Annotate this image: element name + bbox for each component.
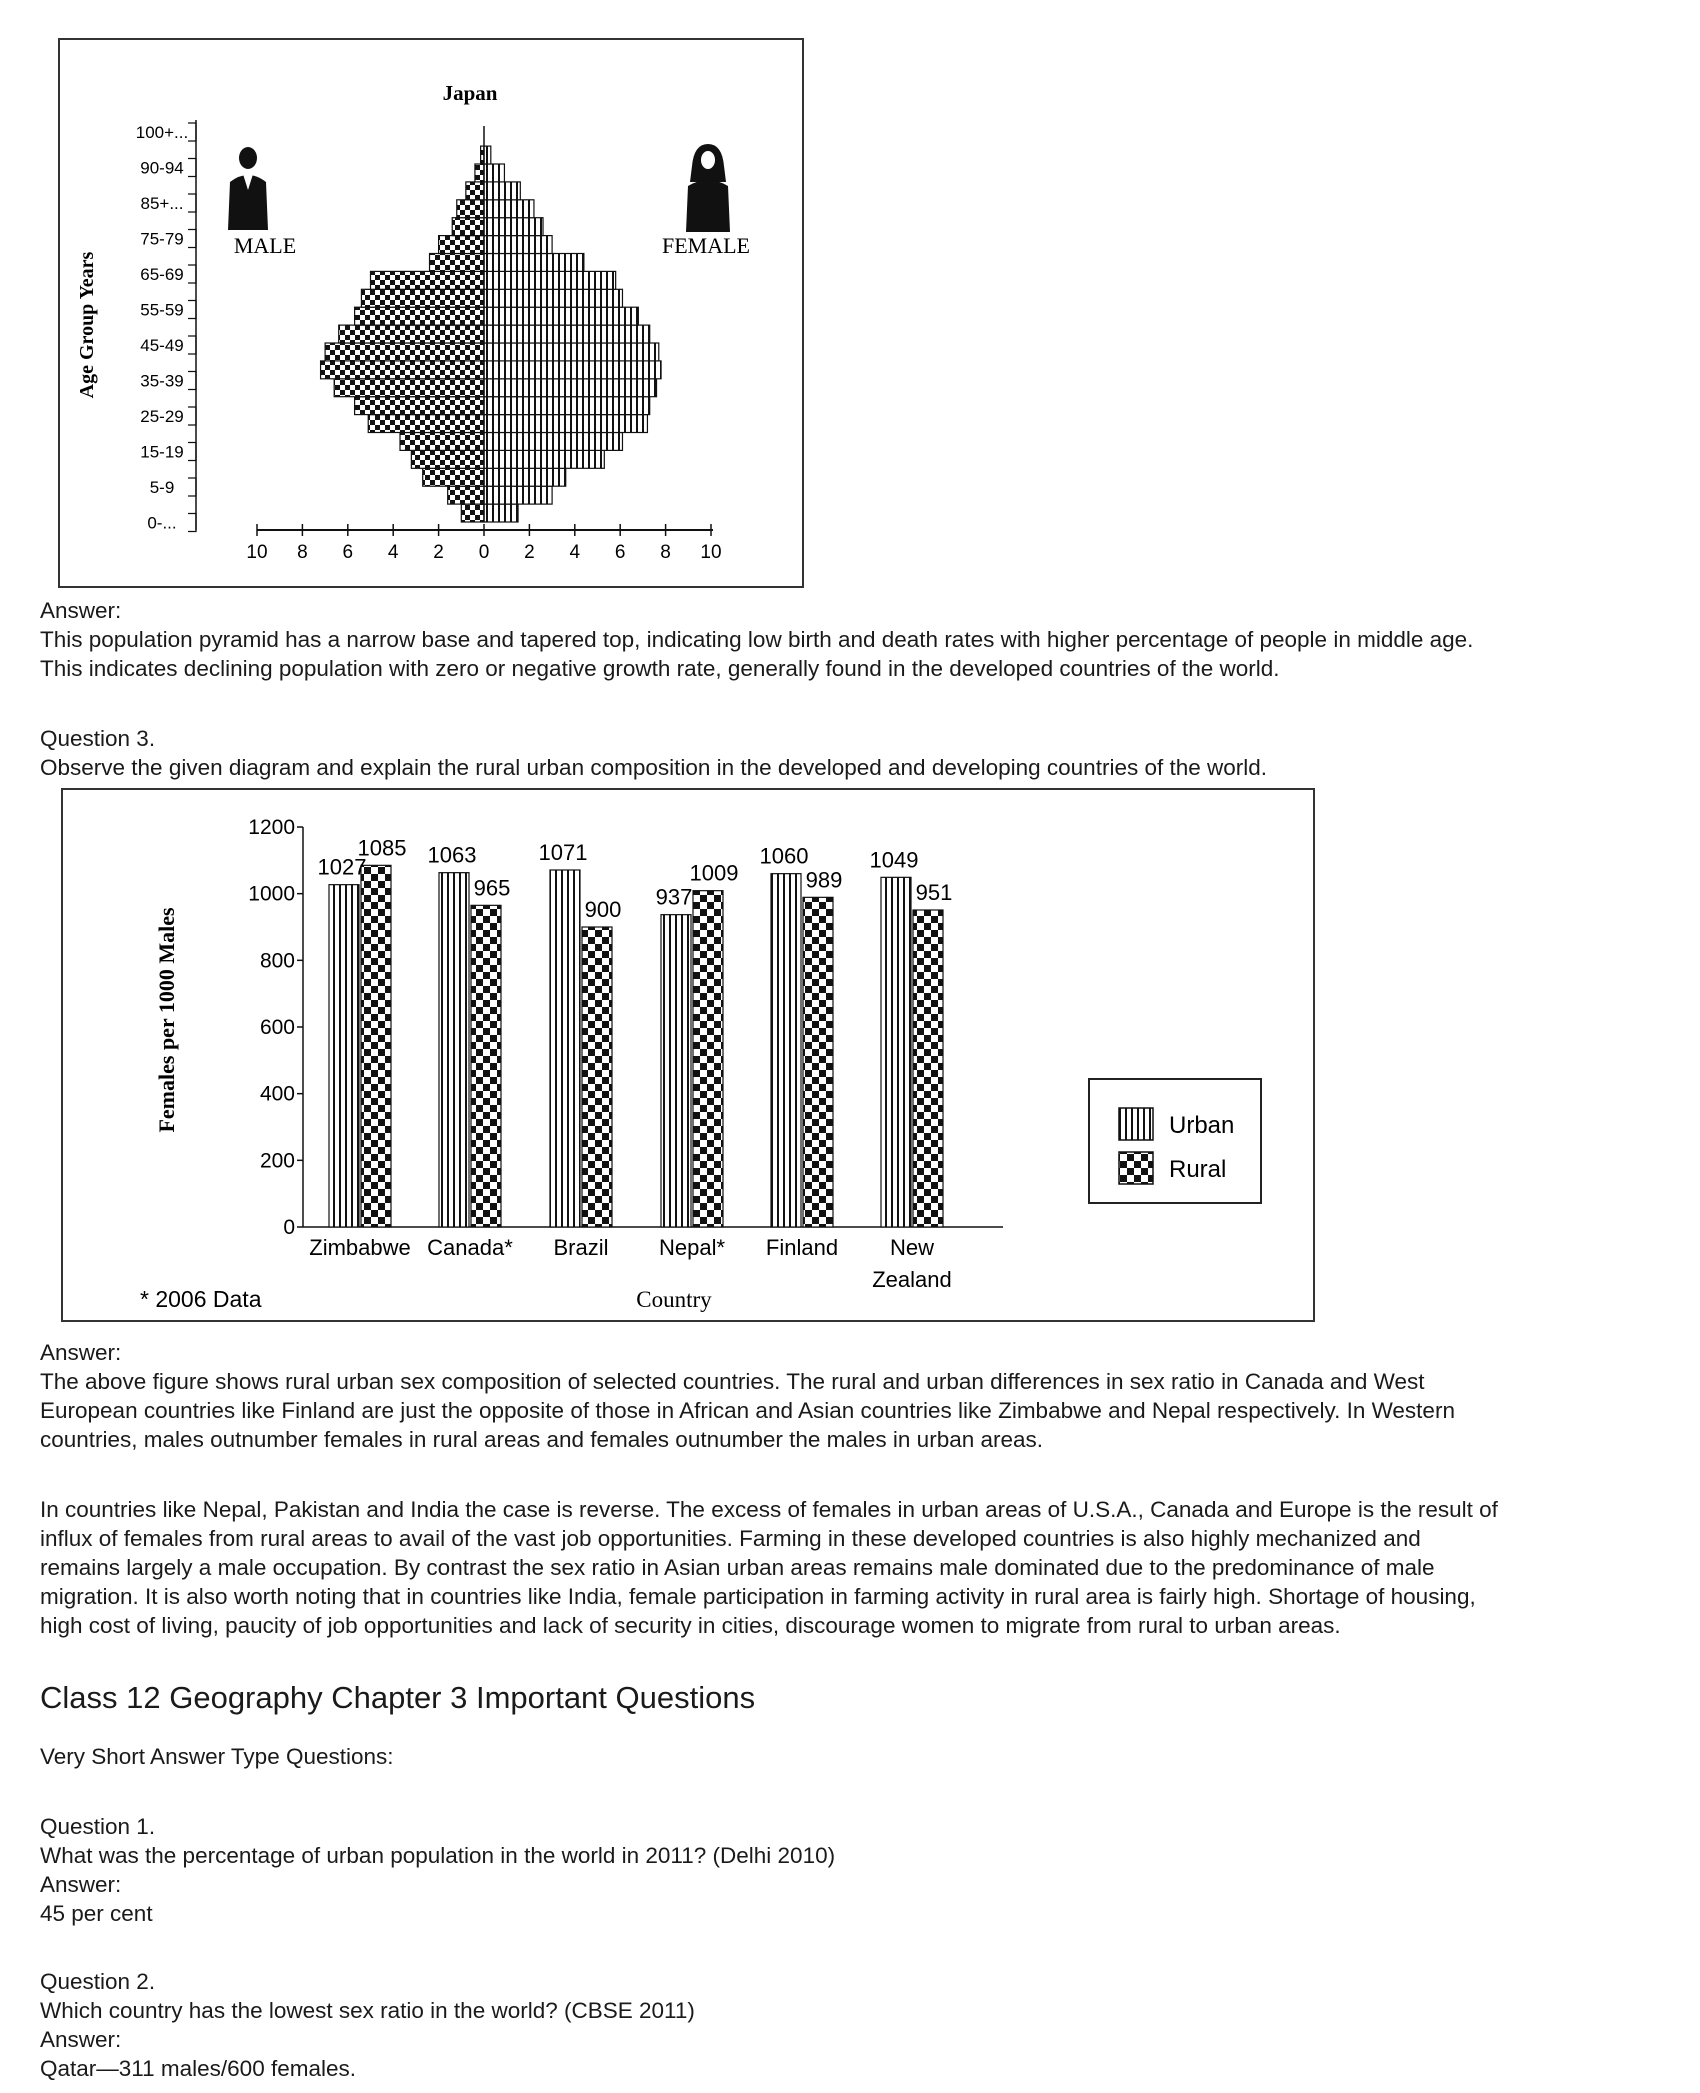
bar-y-tick-label: 400 (259, 1082, 295, 1106)
answer-2-block (40, 1338, 1665, 1454)
pyramid-age-bracket (188, 407, 196, 425)
pyramid-male-bar (430, 254, 484, 272)
qa-1-question-text: What was the percentage of urban population in the world in 2011? (Delhi 2010) (40, 1843, 836, 1868)
pyramid-female-bar (484, 254, 584, 272)
population-pyramid-figure (58, 38, 804, 588)
bar-footnote: * 2006 Data (140, 1286, 262, 1312)
pyramid-age-label: 45-49 (140, 336, 184, 355)
pyramid-x-tick-label: 4 (569, 542, 581, 563)
pyramid-x-tick-label: 2 (433, 542, 444, 563)
pyramid-female-bar (484, 146, 491, 164)
male-label: MALE (233, 233, 297, 258)
pyramid-male-bar (321, 361, 484, 379)
pyramid-female-bar (484, 450, 604, 468)
population-pyramid-chart (60, 40, 802, 586)
bar-y-tick-label: 1200 (248, 816, 295, 839)
pyramid-female-bar (484, 397, 650, 415)
pyramid-female-bar (484, 164, 504, 182)
urban-value-label: 1063 (427, 842, 477, 868)
rural-bar (803, 897, 833, 1227)
pyramid-age-label: 85+... (140, 194, 184, 213)
sex-ratio-bar-chart (63, 790, 1313, 1320)
pyramid-title: Japan (442, 81, 498, 105)
urban-bar (661, 915, 691, 1227)
qa-2-answer-text: Qatar—311 males/600 females. (40, 2056, 356, 2081)
pyramid-x-tick-label: 10 (700, 542, 722, 563)
paragraph-3-line-5: high cost of living, paucity of job opportunities and lack of security in cities, discourage women to migrate from rural to urban areas. (40, 1613, 1341, 1638)
bar-category-label: Zimbabwe (309, 1235, 411, 1260)
urban-value-label: 1071 (538, 840, 588, 865)
pyramid-male-bar (461, 504, 484, 522)
qa-1-answer-label: Answer: (40, 1872, 122, 1897)
bar-category-label: Zealand (872, 1267, 952, 1292)
bar-category-label: Nepal* (658, 1235, 726, 1260)
legend-rural-label: Rural (1169, 1156, 1227, 1183)
pyramid-age-label: 35-39 (140, 371, 184, 391)
pyramid-male-bar (400, 433, 484, 451)
answer-1-line-2: This indicates declining population with zero or negative growth rate, generally found in the developed countries of the world. (40, 656, 1280, 681)
rural-value-label: 951 (915, 880, 953, 905)
pyramid-female-bar (484, 433, 622, 451)
pyramid-male-bar (452, 218, 484, 236)
bar-x-axis-label: Country (636, 1287, 712, 1312)
pyramid-age-label: 25-29 (140, 407, 184, 426)
paragraph-3-line-3: remains largely a male occupation. By contrast the sex ratio in Asian urban areas remains male dominated due to the predominance of male (40, 1555, 1435, 1580)
qa-1-block (40, 1812, 1665, 1928)
pyramid-male-bar (457, 200, 484, 218)
pyramid-age-label: 65-69 (140, 265, 184, 284)
pyramid-male-bar (355, 397, 484, 415)
pyramid-male-bar (439, 236, 484, 254)
pyramid-male-bar (334, 379, 484, 397)
pyramid-y-axis-label: Age Group Years (76, 251, 98, 399)
answer-1-block (40, 596, 1665, 683)
urban-value-label: 1060 (759, 843, 809, 869)
answer-1-label: Answer: (40, 598, 122, 623)
pyramid-age-bracket (188, 159, 196, 177)
bar-y-tick-label: 0 (283, 1216, 295, 1239)
rural-value-label: 1009 (689, 860, 739, 886)
section-heading: Class 12 Geography Chapter 3 Important Questions (40, 1680, 756, 1715)
bar-y-tick-label: 600 (259, 1016, 295, 1039)
pyramid-age-label: 55-59 (140, 300, 184, 320)
answer-2-label: Answer: (40, 1340, 122, 1365)
pyramid-male-bar (466, 182, 484, 200)
paragraph-3-line-1: In countries like Nepal, Pakistan and India the case is reverse. The excess of females in urban areas of U.S.A., Canada and Europe is the result of (40, 1497, 1498, 1522)
urban-value-label: 1049 (869, 847, 919, 873)
sex-ratio-figure (61, 788, 1315, 1322)
pyramid-female-bar (484, 200, 534, 218)
pyramid-age-label: 100+... (135, 123, 189, 142)
pyramid-age-bracket (188, 194, 196, 212)
pyramid-age-bracket (188, 301, 196, 319)
pyramid-male-bar (448, 486, 484, 504)
pyramid-age-bracket (188, 230, 196, 248)
qa-2-block (40, 1967, 1665, 2083)
pyramid-x-tick-label: 8 (660, 542, 671, 563)
pyramid-male-bar (371, 271, 485, 289)
answer-1-line-1: This population pyramid has a narrow base and tapered top, indicating low birth and death rates with higher percentage of people in middle age. (40, 627, 1474, 652)
pyramid-male-bar (325, 343, 484, 361)
rural-bar (471, 905, 501, 1227)
qa-1-answer-text: 45 per cent (40, 1901, 153, 1926)
pyramid-male-bar (368, 415, 484, 433)
qa-2-question-label: Question 2. (40, 1969, 156, 1994)
answer-2-line-1: The above figure shows rural urban sex composition of selected countries. The rural and urban differences in sex ratio in Canada and West (40, 1369, 1425, 1394)
bar-category-label: Finland (765, 1235, 839, 1260)
pyramid-female-bar (484, 468, 566, 486)
bar-y-axis-label: Females per 1000 Males (154, 907, 179, 1133)
bar-category-label: New (889, 1235, 935, 1260)
pyramid-female-bar (484, 415, 647, 433)
bar-y-tick-label: 800 (259, 949, 295, 973)
bar-legend (1089, 1079, 1261, 1203)
pyramid-male-bar (355, 307, 484, 325)
pyramid-female-bar (484, 236, 552, 254)
pyramid-x-tick-label: 4 (387, 542, 399, 563)
pyramid-age-bracket (188, 123, 196, 141)
rural-value-label: 989 (805, 867, 843, 893)
urban-bar (881, 877, 911, 1227)
pyramid-age-bracket (188, 514, 196, 532)
legend-rural-swatch (1119, 1152, 1153, 1184)
pyramid-age-label: 90-94 (140, 158, 184, 178)
pyramid-female-bar (484, 182, 520, 200)
pyramid-x-tick-label: 10 (246, 542, 268, 563)
bar-y-tick-label: 1000 (248, 882, 295, 906)
paragraph-3-block (40, 1495, 1665, 1640)
bar-y-tick-label: 200 (259, 1149, 295, 1173)
pyramid-female-bar (484, 325, 650, 343)
urban-bar (329, 885, 359, 1227)
pyramid-age-bracket (188, 265, 196, 283)
pyramid-age-bracket (188, 443, 196, 461)
qa-2-answer-label: Answer: (40, 2027, 122, 2052)
bar-category-label: Brazil (553, 1235, 609, 1260)
urban-bar (439, 873, 469, 1227)
pyramid-male-bar (339, 325, 484, 343)
pyramid-x-tick-label: 6 (342, 542, 354, 563)
bar-category-label: Canada* (427, 1235, 513, 1260)
pyramid-male-bar (423, 468, 484, 486)
pyramid-age-label: 0-... (147, 513, 177, 533)
pyramid-female-bar (484, 271, 616, 289)
legend-urban-swatch (1119, 1108, 1153, 1140)
rural-bar (693, 891, 723, 1227)
pyramid-female-bar (484, 504, 518, 522)
paragraph-3-line-4: migration. It is also worth noting that in countries like India, female participation in farming activity in rural area is fairly high. Shortage of housing, (40, 1584, 1476, 1609)
question-3-text: Observe the given diagram and explain the rural urban composition in the developed and developing countries of the world. (40, 755, 1268, 780)
pyramid-age-label: 5-9 (149, 478, 175, 497)
answer-2-line-3: countries, males outnumber females in rural areas and females outnumber the males in urban areas. (40, 1427, 1044, 1452)
pyramid-x-tick-label: 6 (614, 542, 626, 563)
pyramid-male-bar (411, 450, 484, 468)
pyramid-male-bar (475, 164, 484, 182)
pyramid-x-tick-label: 8 (297, 542, 308, 563)
pyramid-age-label: 15-19 (140, 442, 184, 462)
pyramid-female-bar (484, 343, 659, 361)
rural-bar (582, 927, 612, 1227)
pyramid-x-tick-label: 0 (478, 542, 490, 563)
subheading (40, 1742, 1665, 1771)
pyramid-female-bar (484, 289, 622, 307)
urban-value-label: 937 (655, 884, 693, 910)
paragraph-3-line-2: influx of females from rural areas to avail of the vast job opportunities. Farming in these developed countries is also highly mechanized and (40, 1526, 1421, 1551)
female-figure-icon (686, 144, 730, 232)
rural-bar (361, 865, 391, 1227)
pyramid-female-bar (484, 307, 638, 325)
pyramid-age-bracket (188, 336, 196, 354)
pyramid-male-bar (361, 289, 484, 307)
qa-1-question-label: Question 1. (40, 1814, 156, 1839)
pyramid-female-bar (484, 361, 661, 379)
pyramid-female-bar (484, 379, 657, 397)
rural-value-label: 1085 (357, 835, 407, 861)
pyramid-age-bracket (188, 478, 196, 496)
rural-value-label: 900 (584, 897, 622, 922)
urban-value-label: 1027 (317, 854, 367, 880)
rural-bar (913, 910, 943, 1227)
pyramid-female-bar (484, 218, 543, 236)
question-3-label: Question 3. (40, 726, 156, 751)
female-label: FEMALE (662, 233, 750, 258)
answer-2-line-2: European countries like Finland are just the opposite of those in African and Asian countries like Zimbabwe and Nepal respectively. In Western (40, 1398, 1455, 1423)
rural-value-label: 965 (473, 875, 511, 901)
pyramid-age-label: 75-79 (140, 229, 184, 249)
question-3-block (40, 724, 1665, 782)
pyramid-x-tick-label: 2 (524, 542, 535, 563)
pyramid-female-bar (484, 486, 552, 504)
urban-bar (771, 874, 801, 1227)
legend-urban-label: Urban (1169, 1112, 1235, 1139)
pyramid-age-bracket (188, 372, 196, 390)
qa-2-question-text: Which country has the lowest sex ratio in the world? (CBSE 2011) (40, 1998, 695, 2023)
subheading-text: Very Short Answer Type Questions: (40, 1744, 394, 1769)
male-figure-icon (228, 147, 268, 230)
urban-bar (550, 870, 580, 1227)
